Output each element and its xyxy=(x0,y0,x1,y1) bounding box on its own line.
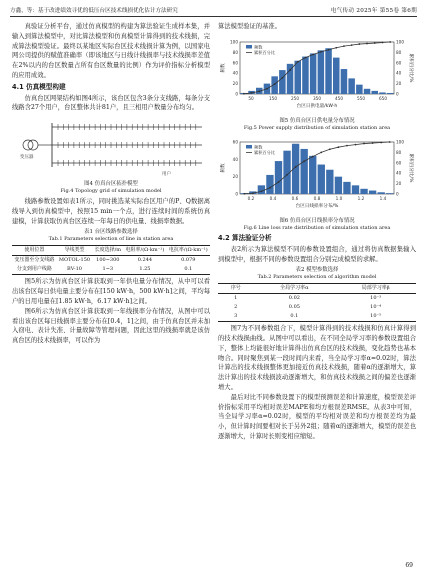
y-left-tick-label: 60 xyxy=(232,60,238,66)
cumulative-point xyxy=(328,49,330,51)
header-right: 电气传动 2025年 第55卷 第6期 xyxy=(330,8,417,14)
cumulative-point xyxy=(312,53,314,55)
fig6-chart xyxy=(218,132,416,214)
legend-label: 频数 xyxy=(254,44,263,50)
cumulative-point xyxy=(358,43,360,45)
cumulative-point xyxy=(389,41,391,43)
cumulative-point xyxy=(243,93,245,95)
bar xyxy=(310,53,317,94)
x-tick-label: 450 xyxy=(335,95,343,101)
cumulative-point xyxy=(258,90,260,92)
table-cell: 100~300 xyxy=(96,257,120,264)
user-label: 用户 xyxy=(162,172,171,178)
header-left: 方鑫，等：基于改进绩效寻优的低压台区技术线损优化估计方法研究 xyxy=(10,8,178,14)
table2 xyxy=(218,283,416,322)
x-tick-label: 550 xyxy=(357,95,365,101)
bar xyxy=(326,170,333,194)
cumulative-point xyxy=(343,45,345,47)
y-left-tick-label: 20 xyxy=(232,174,238,180)
y-right-tick-label: 20 xyxy=(396,181,402,187)
table1-header: 使用位置 xyxy=(24,247,45,254)
x-tick-label: 50 xyxy=(248,95,254,101)
table-row xyxy=(218,303,416,312)
fig6-caption: 图6 仿真台区日线损率分布情况 xyxy=(279,217,355,224)
table-cell: 分支到用户线路 xyxy=(16,266,52,273)
y-right-axis-label: 累积百分比/% xyxy=(408,153,413,183)
bar xyxy=(356,84,363,93)
legend-label: 频数 xyxy=(254,144,263,150)
bar xyxy=(372,91,379,94)
bar xyxy=(341,69,348,94)
table-cell: 1~3 xyxy=(102,266,114,273)
bar xyxy=(369,191,376,194)
y-right-tick-label: 80 xyxy=(396,149,402,155)
x-tick-label: 0.6 xyxy=(291,196,299,202)
y-right-tick-label: 40 xyxy=(396,170,402,176)
y-right-tick-label: 40 xyxy=(396,70,402,76)
table-row xyxy=(12,256,210,266)
table-cell: BV-10 xyxy=(67,266,82,273)
y-left-tick-label: 100 xyxy=(230,39,238,45)
y-left-tick-label: 40 xyxy=(232,70,238,76)
cumulative-point xyxy=(289,69,291,71)
y-left-tick-label: 60 xyxy=(232,139,238,145)
x-tick-label: 1.2 xyxy=(357,196,365,202)
bar xyxy=(325,48,332,94)
cumulative-point xyxy=(295,166,297,168)
paragraph: 最后对比不同参数设置下的模型预测误差和计算速度，模型误差评价指标采用平均相对误差MAPE和均方根误差RMSE。从表3中可知，当全局学习率α=0.02时，模型的平均相对误差和均方根误差均为最小，但计算时间要相对长于另外2组；随着α的逐渐增大，模型的误差也逐渐增大，计算时长则变相应缩短。 xyxy=(218,393,416,441)
table-cell: 0.1 xyxy=(184,266,193,273)
table-row xyxy=(218,294,416,304)
table-cell: 1.25 xyxy=(139,266,151,273)
fig6-caption-en: Fig.6 Line loss rate distribution of simulation station area xyxy=(243,225,391,232)
page-number: 69 xyxy=(405,562,413,569)
fig5-caption: 图5 仿真台区日供电量分布情况 xyxy=(279,117,355,124)
y-right-tick-label: 0 xyxy=(396,91,399,97)
paragraph: 仿真台区网架结构如图4所示，该台区包含3条分支线路，每条分支线路含27个用户，台区整体共计81户，且三相用户数量分布均匀。 xyxy=(12,94,210,112)
cumulative-point xyxy=(260,191,262,193)
table-cell: 0.05 xyxy=(288,304,300,311)
fig5-caption-en: Fig.5 Power supply distribution of simulation station area xyxy=(243,125,391,132)
cumulative-point xyxy=(269,187,271,189)
bar xyxy=(279,70,286,94)
cumulative-point xyxy=(382,41,384,43)
paragraph: 图5所示为仿真台区计算获取到一年供电量分布情况，从中可以看出该台区每日供电量主要分布在[150 kW·h，500 kW·h]之间，平均每户的日用电量在[1.85 kW·h，6.17 kW·h]之间。 xyxy=(12,278,210,305)
cumulative-point xyxy=(243,193,245,195)
cumulative-point xyxy=(363,143,365,145)
y-right-tick-label: 0 xyxy=(396,191,399,197)
table1-header: 长度选择/m xyxy=(94,247,122,254)
bar xyxy=(302,56,309,93)
topology-figure xyxy=(12,113,210,177)
paragraph: 算法模型验证的基准。 xyxy=(218,23,281,30)
table2-header: 序号 xyxy=(230,285,241,292)
cumulative-point xyxy=(266,88,268,90)
cumulative-point xyxy=(351,44,353,46)
running-header xyxy=(10,4,417,17)
legend-label: 累积百分比 xyxy=(254,150,275,156)
legend-swatch-bar xyxy=(246,145,252,149)
table2-header: 全局学习率α xyxy=(280,285,309,292)
bar xyxy=(333,57,340,93)
bar xyxy=(318,50,325,94)
table1-title: 表1 台区线路参数选择 xyxy=(84,228,138,235)
cumulative-point xyxy=(286,174,288,176)
bar xyxy=(309,156,316,194)
y-left-axis-label: 频数 xyxy=(221,63,226,73)
table-cell: 1 xyxy=(234,295,238,302)
bar xyxy=(364,89,371,94)
table-cell: 0.1 xyxy=(290,313,299,320)
cumulative-point xyxy=(305,56,307,58)
table1-header: 电抗率/(Ω·km⁻¹) xyxy=(168,247,208,254)
y-left-tick-label: 0 xyxy=(235,91,238,97)
y-right-tick-label: 100 xyxy=(396,39,404,45)
y-right-axis-label: 累积百分比/% xyxy=(408,53,413,83)
cumulative-point xyxy=(366,42,368,44)
section-heading-4-1: 4.1 仿真模型构建 xyxy=(12,82,66,91)
fig4-caption-en: Fig.4 Topology grid of simulation model xyxy=(60,188,162,195)
bar xyxy=(386,193,393,194)
cumulative-point xyxy=(389,141,391,143)
table1-title-en: Tab.1 Parameters selection of line in station area xyxy=(48,236,174,243)
x-tick-label: 0.8 xyxy=(313,196,321,202)
cumulative-point xyxy=(346,145,348,147)
cumulative-point xyxy=(337,146,339,148)
y-right-tick-label: 60 xyxy=(396,160,402,166)
table2-header: 局部学习率β xyxy=(361,285,390,292)
table1-header: 电阻率/(Ω·km⁻¹) xyxy=(125,247,165,254)
cumulative-point xyxy=(312,156,314,158)
cumulative-point xyxy=(251,92,253,94)
transformer-label: 变压器 xyxy=(20,155,34,161)
bar xyxy=(300,149,307,194)
bar xyxy=(377,192,384,194)
table-row xyxy=(218,312,416,322)
table-cell: 3 xyxy=(234,313,238,320)
table-cell: 10⁻⁴ xyxy=(370,304,382,311)
bar xyxy=(258,185,265,194)
cumulative-point xyxy=(374,42,376,44)
paragraph: 真验证分析平台，通过仿真模型的构建为算法验证生成样本集，并输入到算法模型中，对比算法模型和仿真模型计算得到的技术线损，完成算法模型验证。最终以某地区实际台区技术线损计算为例，以国家电网公司提供的赋值准确率（即该地区与日线计线损率与技术线损率差值在2%以内的台区数量占所有台区数量的比例）作为评价指标分析模型的应用成效。 xyxy=(12,23,210,79)
y-right-tick-label: 100 xyxy=(396,139,404,145)
fig4-caption: 图4 仿真台区拓扑模型 xyxy=(84,180,138,187)
cumulative-point xyxy=(303,160,305,162)
table-cell: 变压器至分支线路 xyxy=(14,257,55,264)
cumulative-point xyxy=(355,144,357,146)
cumulative-point xyxy=(372,142,374,144)
x-tick-label: 350 xyxy=(313,95,321,101)
table-cell: MOTOL-150 xyxy=(58,257,91,264)
bar xyxy=(343,182,350,194)
right-column xyxy=(218,22,416,442)
table-cell: 10⁻³ xyxy=(370,295,382,302)
table-cell: 0.079 xyxy=(181,257,196,264)
table2-title-en: Tab.2 Parameters selection of algorithm model xyxy=(257,274,377,281)
bar xyxy=(318,165,325,194)
x-tick-label: 0.2 xyxy=(247,196,255,202)
y-left-tick-label: 20 xyxy=(232,80,238,86)
paragraph: 图7为不同参数组合下，模型计算得到的技术线损和仿真计算得到的技术线损曲线。从图中可以看出，在不同全局学习率的参数设置组合下，整体上均能很好地计算得出仿真台区的技术线损，变化趋势也基本吻合。同时聚焦到某一段时间内来看，当全局学习率α=0.02时，算法计算出的技术线损整体更加接近仿真技术线损，随着α的逐渐增大，算法计算出的技术线损波动逐渐增大，和仿真技术线损之间的偏差也逐渐增大。 xyxy=(218,325,416,392)
cumulative-point xyxy=(252,192,254,194)
y-right-tick-label: 60 xyxy=(396,60,402,66)
x-tick-label: 250 xyxy=(291,95,299,101)
cumulative-point xyxy=(281,77,283,79)
left-column xyxy=(12,22,210,346)
bar xyxy=(348,78,355,94)
table-cell: 2 xyxy=(234,304,238,311)
bar xyxy=(335,177,342,194)
x-tick-label: 0.4 xyxy=(269,196,277,202)
bar xyxy=(275,161,282,194)
x-axis-label: 台区日供电量/kW·h xyxy=(296,103,338,109)
x-tick-label: 1.4 xyxy=(379,196,387,202)
y-right-tick-label: 80 xyxy=(396,49,402,55)
cumulative-point xyxy=(274,83,276,85)
cumulative-point xyxy=(329,148,331,150)
legend-swatch-bar xyxy=(246,45,252,49)
cumulative-point xyxy=(380,142,382,144)
table1-header: 导线类型 xyxy=(64,247,85,254)
branch-lines xyxy=(52,124,202,177)
paragraph: 图6所示为仿真台区计算获取到一年线损率分布情况，从图中可以看出该台区每日线损率主要分布在[0.4，1]之间，由于仿真台区并未加入窃电、表计失准、计量故障等管理问题，因此这里的线损率就是该仿真台区的技术线损率，可以作为 xyxy=(12,307,210,345)
table-row xyxy=(12,265,210,275)
x-tick-label: 650 xyxy=(379,95,387,101)
table-cell: 0.02 xyxy=(288,295,300,302)
bar xyxy=(352,185,359,194)
bar xyxy=(295,61,302,94)
cumulative-point xyxy=(320,51,322,53)
x-axis-label: 台区日线损率分布/% xyxy=(295,204,339,210)
table2-title: 表2 模型参数选择 xyxy=(295,266,339,273)
section-heading-4-2: 4.2 算法验证分析 xyxy=(218,234,272,243)
bar xyxy=(266,175,273,194)
bar xyxy=(287,64,294,94)
bar xyxy=(379,92,386,94)
table-cell: 10⁻⁵ xyxy=(370,313,382,320)
fig5-chart xyxy=(218,32,416,114)
y-right-tick-label: 20 xyxy=(396,80,402,86)
bar xyxy=(360,189,367,194)
paragraph: 表2所示为算法模型不同的参数设置组合，通过将仿真数据集输入到模型中，根据不同的参数设置组合分别完成模型的求解。 xyxy=(218,246,416,263)
paragraph: 线路参数设置如表1所示，同时挑选某实际台区用户的P、Q数据离线导入到仿真模型中，按照15 min一个点，进行连续时间的系统仿真建模，计算获取仿真台区连续一年每日的供电量、线损率数据。 xyxy=(12,198,210,226)
y-left-tick-label: 0 xyxy=(235,191,238,197)
y-left-tick-label: 80 xyxy=(232,49,238,55)
x-tick-label: 150 xyxy=(269,95,277,101)
cumulative-point xyxy=(335,47,337,49)
cumulative-point xyxy=(320,152,322,154)
y-left-axis-label: 频数 xyxy=(221,163,226,173)
legend-label: 累积百分比 xyxy=(254,49,275,55)
x-tick-label: 1.0 xyxy=(335,196,343,202)
table-cell: 0.244 xyxy=(137,257,153,264)
bar xyxy=(387,93,394,94)
table1 xyxy=(12,245,210,275)
cumulative-point xyxy=(297,61,299,63)
cumulative-point xyxy=(278,181,280,183)
y-left-tick-label: 40 xyxy=(232,156,238,162)
